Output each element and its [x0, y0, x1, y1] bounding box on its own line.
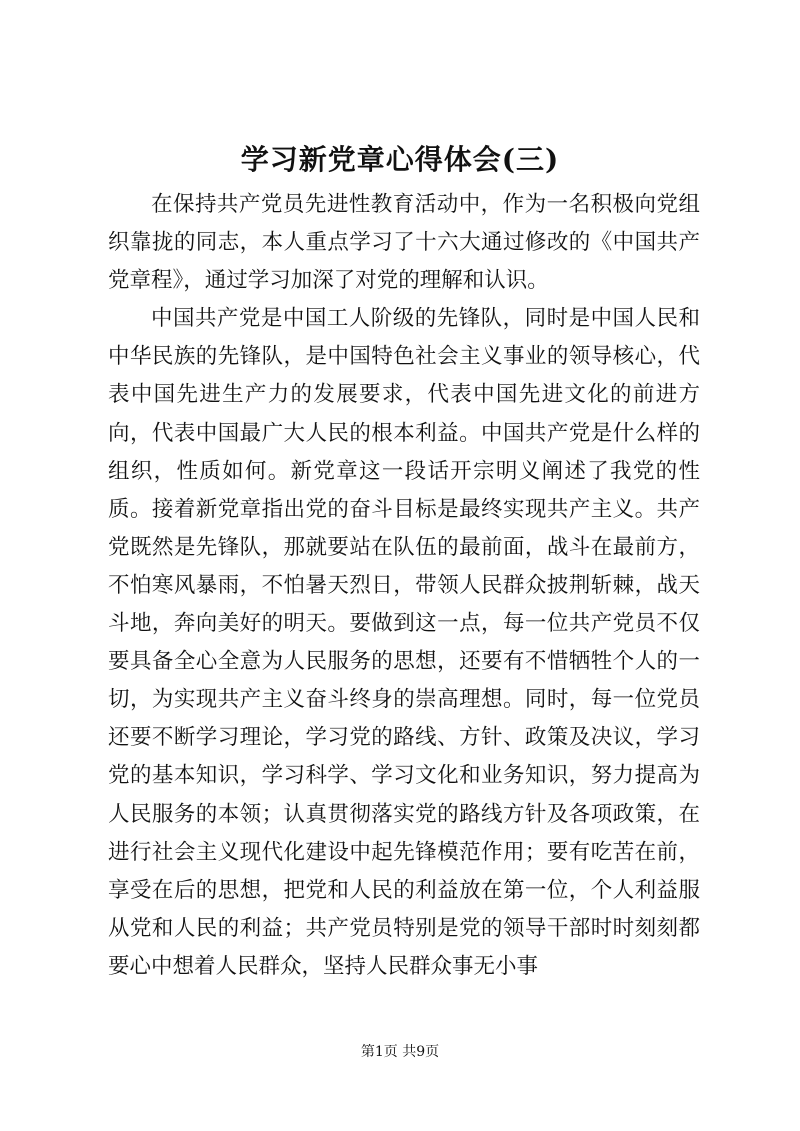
- document-title: 学习新党章心得体会(三): [240, 143, 560, 176]
- page-footer: 第1页 共9页: [360, 1044, 440, 1060]
- document-body: [108, 186, 700, 986]
- paragraph-intro: 在保持共产党员先进性教育活动中，作为一名积极向党组织靠拢的同志，本人重点学习了十六大通过修改的《中国共产党章程》，通过学习加深了对党的理解和认识。: [108, 192, 700, 294]
- paragraph-main: 中国共产党是中国工人阶级的先锋队，同时是中国人民和中华民族的先锋队，是中国特色社会主义事业的领导核心，代表中国先进生产力的发展要求，代表中国先进文化的前进方向，代表中国最广大人民的根本利益。中国共产党是什么样的组织，性质如何。新党章这一段话开宗明义阐述了我党的性质。接着新党章指出党的奋斗目标是最终实现共产主义。共产党既然是先锋队，那就要站在队伍的最前面，战斗在最前方，不怕寒风暴雨，不怕暑天烈日，带领人民群众披荆斩棘，战天斗地，奔向美好的明天。要做到这一点，每一位共产党员不仅要具备全心全意为人民服务的思想，还要有不惜牺牲个人的一切，为实现共产主义奋斗终身的崇高理想。同时，每一位党员还要不断学习理论，学习党的路线、方针、政策及决议，学习党的基本知识，学习科学、学习文化和业务知识，努力提高为人民服务的本领；认真贯彻落实党的路线方针及各项政策，在进行社会主义现代化建设中起先锋模范作用；要有吃苦在前，享受在后的思想，把党和人民的利益放在第一位，个人利益服从党和人民的利益；共产党员特别是党的领导干部时时刻刻都要心中想着人民群众，坚持人民群众事无小事: [108, 306, 700, 979]
